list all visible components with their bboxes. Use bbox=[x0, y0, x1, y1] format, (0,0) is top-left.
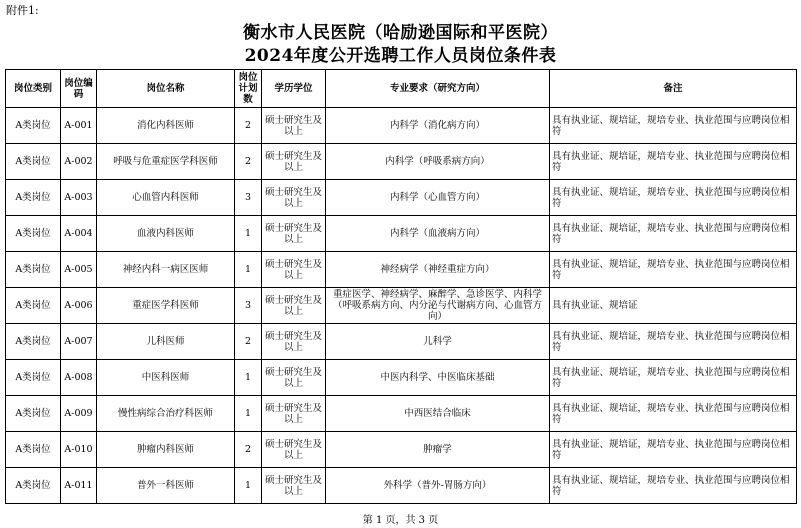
cell-count: 2 bbox=[235, 324, 262, 360]
table-row bbox=[6, 360, 797, 396]
cell-education: 硕士研究生及以上 bbox=[262, 324, 326, 360]
cell-category: A类岗位 bbox=[6, 180, 61, 216]
cell-name: 消化内科医师 bbox=[97, 108, 235, 144]
cell-count: 1 bbox=[235, 468, 262, 504]
cell-count: 2 bbox=[235, 432, 262, 468]
table-row bbox=[6, 144, 797, 180]
cell-name: 血液内科医师 bbox=[97, 216, 235, 252]
cell-major: 内科学（血液病方向） bbox=[326, 216, 550, 252]
header-major: 专业要求（研究方向） bbox=[326, 70, 550, 108]
table-row bbox=[6, 252, 797, 288]
cell-count: 1 bbox=[235, 252, 262, 288]
cell-name: 呼吸与危重症医学科医师 bbox=[97, 144, 235, 180]
cell-education: 硕士研究生及以上 bbox=[262, 468, 326, 504]
table-header-row bbox=[6, 70, 797, 108]
table-row bbox=[6, 180, 797, 216]
cell-major: 中医内科学、中医临床基础 bbox=[326, 360, 550, 396]
cell-count: 2 bbox=[235, 144, 262, 180]
cell-name: 神经内科一病区医师 bbox=[97, 252, 235, 288]
cell-name: 重症医学科医师 bbox=[97, 288, 235, 324]
document-subtitle: 2024年度公开选聘工作人员岗位条件表 bbox=[244, 46, 557, 66]
header-count: 岗位计划数 bbox=[235, 70, 262, 108]
cell-education: 硕士研究生及以上 bbox=[262, 108, 326, 144]
cell-code: A-005 bbox=[61, 252, 97, 288]
cell-note: 具有执业证、规培证，规培专业、执业范围与应聘岗位相符 bbox=[550, 360, 797, 396]
cell-major: 外科学（普外-胃肠方向） bbox=[326, 468, 550, 504]
header-education: 学历学位 bbox=[262, 70, 326, 108]
header-code: 岗位编码 bbox=[61, 70, 97, 108]
cell-major: 内科学（呼吸系病方向） bbox=[326, 144, 550, 180]
cell-education: 硕士研究生及以上 bbox=[262, 180, 326, 216]
cell-category: A类岗位 bbox=[6, 144, 61, 180]
cell-note: 具有执业证、规培证 bbox=[550, 288, 797, 324]
cell-code: A-011 bbox=[61, 468, 97, 504]
attachment-label: 附件1: bbox=[6, 4, 39, 17]
cell-major: 重症医学、神经病学、麻醉学、急诊医学、内科学（呼吸系病方向、内分泌与代谢病方向、心血管方向） bbox=[326, 288, 550, 324]
cell-education: 硕士研究生及以上 bbox=[262, 360, 326, 396]
cell-count: 1 bbox=[235, 216, 262, 252]
cell-note: 具有执业证、规培证，规培专业、执业范围与应聘岗位相符 bbox=[550, 216, 797, 252]
cell-category: A类岗位 bbox=[6, 324, 61, 360]
header-note: 备注 bbox=[550, 70, 797, 108]
cell-name: 中医科医师 bbox=[97, 360, 235, 396]
table-row bbox=[6, 396, 797, 432]
cell-major: 中西医结合临床 bbox=[326, 396, 550, 432]
cell-note: 具有执业证、规培证，规培专业、执业范围与应聘岗位相符 bbox=[550, 108, 797, 144]
cell-code: A-006 bbox=[61, 288, 97, 324]
cell-category: A类岗位 bbox=[6, 108, 61, 144]
cell-name: 普外一科医师 bbox=[97, 468, 235, 504]
cell-category: A类岗位 bbox=[6, 216, 61, 252]
page-footer: 第 1 页，共 3 页 bbox=[362, 515, 439, 526]
cell-category: A类岗位 bbox=[6, 252, 61, 288]
cell-education: 硕士研究生及以上 bbox=[262, 432, 326, 468]
cell-education: 硕士研究生及以上 bbox=[262, 288, 326, 324]
table-row bbox=[6, 108, 797, 144]
cell-category: A类岗位 bbox=[6, 432, 61, 468]
cell-note: 具有执业证、规培证，规培专业、执业范围与应聘岗位相符 bbox=[550, 180, 797, 216]
table-row bbox=[6, 216, 797, 252]
cell-category: A类岗位 bbox=[6, 468, 61, 504]
cell-code: A-007 bbox=[61, 324, 97, 360]
cell-code: A-004 bbox=[61, 216, 97, 252]
table-row bbox=[6, 324, 797, 360]
cell-category: A类岗位 bbox=[6, 396, 61, 432]
table-row bbox=[6, 468, 797, 504]
cell-code: A-008 bbox=[61, 360, 97, 396]
cell-count: 3 bbox=[235, 180, 262, 216]
header-name: 岗位名称 bbox=[97, 70, 235, 108]
cell-note: 具有执业证、规培证，规培专业、执业范围与应聘岗位相符 bbox=[550, 396, 797, 432]
table-row bbox=[6, 432, 797, 468]
document-title: 衡水市人民医院（哈励逊国际和平医院） bbox=[243, 23, 558, 43]
cell-category: A类岗位 bbox=[6, 288, 61, 324]
cell-code: A-003 bbox=[61, 180, 97, 216]
cell-education: 硕士研究生及以上 bbox=[262, 144, 326, 180]
cell-name: 肿瘤内科医师 bbox=[97, 432, 235, 468]
cell-category: A类岗位 bbox=[6, 360, 61, 396]
cell-major: 内科学（心血管方向） bbox=[326, 180, 550, 216]
cell-name: 心血管内科医师 bbox=[97, 180, 235, 216]
cell-code: A-002 bbox=[61, 144, 97, 180]
cell-education: 硕士研究生及以上 bbox=[262, 216, 326, 252]
cell-education: 硕士研究生及以上 bbox=[262, 252, 326, 288]
cell-count: 3 bbox=[235, 288, 262, 324]
cell-name: 儿科医师 bbox=[97, 324, 235, 360]
cell-major: 肿瘤学 bbox=[326, 432, 550, 468]
position-table bbox=[5, 69, 797, 504]
cell-count: 1 bbox=[235, 396, 262, 432]
cell-count: 1 bbox=[235, 360, 262, 396]
cell-note: 具有执业证、规培证，规培专业、执业范围与应聘岗位相符 bbox=[550, 252, 797, 288]
cell-education: 硕士研究生及以上 bbox=[262, 396, 326, 432]
cell-note: 具有执业证、规培证，规培专业、执业范围与应聘岗位相符 bbox=[550, 468, 797, 504]
cell-note: 具有执业证、规培证，规培专业、执业范围与应聘岗位相符 bbox=[550, 432, 797, 468]
cell-code: A-009 bbox=[61, 396, 97, 432]
cell-name: 慢性病综合治疗科医师 bbox=[97, 396, 235, 432]
cell-count: 2 bbox=[235, 108, 262, 144]
cell-code: A-001 bbox=[61, 108, 97, 144]
cell-major: 儿科学 bbox=[326, 324, 550, 360]
cell-major: 神经病学（神经重症方向） bbox=[326, 252, 550, 288]
cell-code: A-010 bbox=[61, 432, 97, 468]
header-category: 岗位类别 bbox=[6, 70, 61, 108]
table-row bbox=[6, 288, 797, 324]
cell-note: 具有执业证、规培证，规培专业、执业范围与应聘岗位相符 bbox=[550, 324, 797, 360]
cell-note: 具有执业证、规培证，规培专业、执业范围与应聘岗位相符 bbox=[550, 144, 797, 180]
cell-major: 内科学（消化病方向） bbox=[326, 108, 550, 144]
